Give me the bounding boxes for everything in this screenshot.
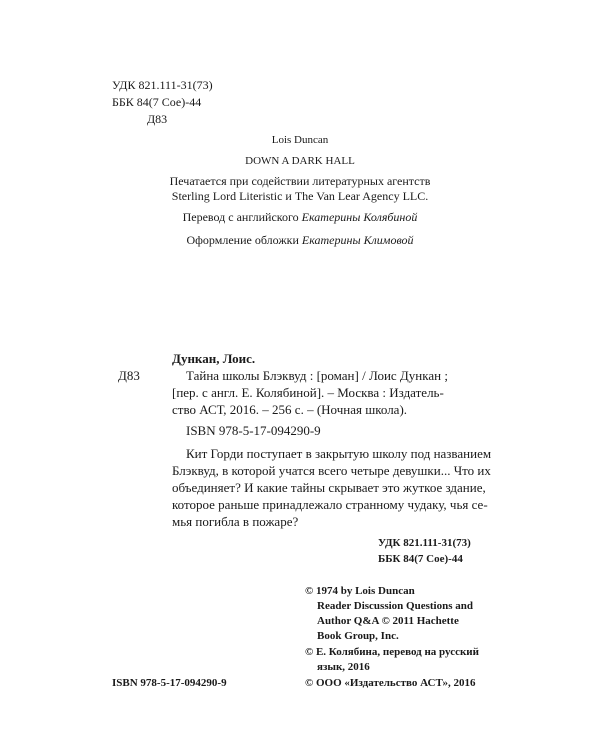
footer-isbn: ISBN 978-5-17-094290-9 (112, 677, 227, 689)
annotation-line-3: объединяет? И какие тайны скрывает это жуткое здание, (172, 480, 486, 495)
catalog-line-1: Тайна школы Блэквуд : [роман] / Лоис Дункан ; (186, 368, 448, 383)
annotation-line-2: Блэквуд, в которой учатся всего четыре девушки... Что их (172, 463, 491, 478)
copyright-3: © ООО «Издательство АСТ», 2016 (305, 677, 476, 689)
bbk-code: ББК 84(7 Сое)-44 (112, 95, 202, 109)
catalog-line-2: [пер. с англ. Е. Колябиной]. – Москва : Издатель- (172, 385, 444, 400)
annotation-line-4: которое раньше принадлежало странному чудаку, чья се- (172, 497, 488, 512)
translator-name: Екатерины Колябиной (301, 210, 418, 224)
copyright-1-line-4: Book Group, Inc. (317, 630, 399, 642)
catalog-author-mark: Д83 (118, 368, 140, 383)
annotation-line-1: Кит Горди поступает в закрытую школу под названием (186, 446, 492, 461)
original-author: Lois Duncan (271, 134, 329, 146)
catalog-heading: Дункан, Лоис. (172, 351, 256, 366)
annotation-line-5: мья погибла в пожаре? (172, 514, 299, 529)
annotation-bbk: ББК 84(7 Сое)-44 (378, 553, 463, 565)
cover-label: Оформление обложки (186, 233, 299, 247)
udk-code: УДК 821.111-31(73) (112, 78, 213, 92)
cover-credit (0, 232, 600, 249)
catalog-line-3: ство АСТ, 2016. – 256 с. – (Ночная школа). (172, 402, 408, 417)
copyright-1-line-1: © 1974 by Lois Duncan (305, 585, 415, 597)
copyright-1-line-2: Reader Discussion Questions and (317, 600, 473, 612)
catalog-isbn: ISBN 978-5-17-094290-9 (186, 423, 321, 438)
translation-credit (0, 209, 600, 226)
cover-designer-name: Екатерины Климовой (301, 233, 414, 247)
author-mark: Д83 (147, 112, 168, 126)
agency-line-1: Печатается при содействии литературных агентств (169, 174, 431, 188)
copyright-2-line-1: © Е. Колябина, перевод на русский (305, 646, 479, 658)
translation-label: Перевод с английского (182, 210, 299, 224)
copyright-2-line-2: язык, 2016 (317, 661, 370, 673)
agency-line-2: Sterling Lord Literistic и The Van Lear Agency LLC. (171, 189, 429, 203)
annotation-udk: УДК 821.111-31(73) (378, 537, 471, 549)
original-title: DOWN A DARK HALL (245, 155, 355, 167)
copyright-1-line-3: Author Q&A © 2011 Hachette (317, 615, 459, 627)
